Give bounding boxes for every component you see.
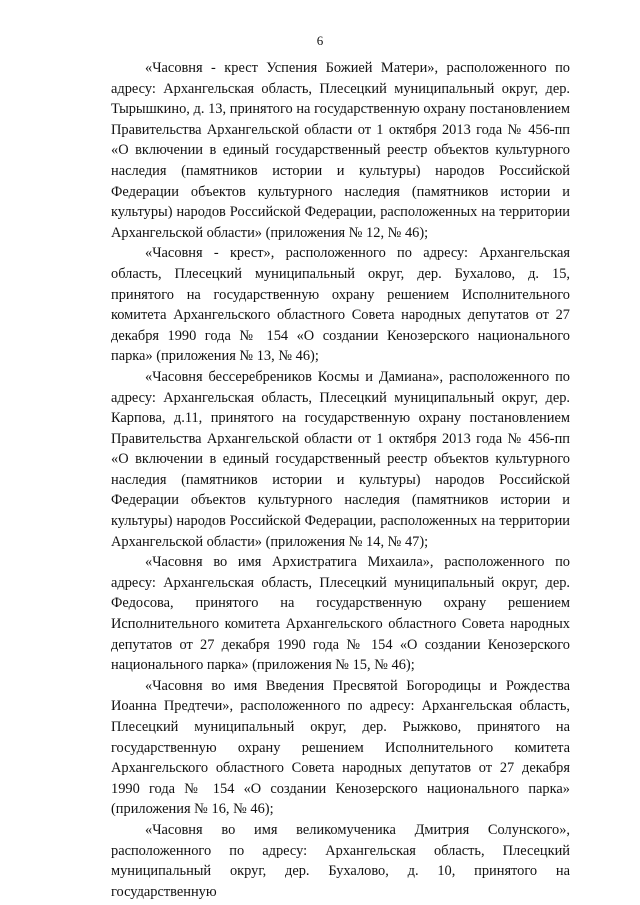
page-number: 6 [316,33,324,48]
paragraph-chapel-cosmas-damian: «Часовня бессеребреников Космы и Дамиана», расположенного по адресу: Архангельская область, Плесецкий муниципальный округ, дер. Карпова, д.11, принятого на государственную охрану постановлением Правительства Архангельской области от 1 октября 2013 года № 456-пп «О включении в единый государственный реестр объектов культурного наследия (памятников истории и культуры) народов Российской Федерации объектов культурного наследия (памятников истории и культуры) народов Российской Федерации, расположенных на территории Архангельской области» (приложения № 14, № 47); [111,368,570,550]
document-body [111,58,570,902]
paragraph-chapel-cross-bukhalovo: «Часовня - крест», расположенного по адресу: Архангельская область, Плесецкий муниципальный округ, дер. Бухалово, д. 15, принятого на государственную охрану решением Исполнительного комитета Архангельского областного Совета народных депутатов от 27 декабря 1990 года № 154 «О создании Кенозерского национального парка» (приложения № 13, № 46); [111,245,570,365]
paragraph-chapel-presentation-nativity-john: «Часовня во имя Введения Пресвятой Богородицы и Рождества Иоанна Предтечи», расположенного по адресу: Архангельская область, Плесецкий муниципальный округ, дер. Рыжково, принятого на государственную охрану решением Исполнительного комитета Архангельского областного Совета народных депутатов от 27 декабря 1990 года № 154 «О создании Кенозерского национального парка» (приложения № 16, № 46); [111,677,570,818]
paragraph-chapel-archangel-michael: «Часовня во имя Архистратига Михаила», расположенного по адресу: Архангельская область, Плесецкий муниципальный округ, дер. Федосова, принятого на государственную охрану решением Исполнительного комитета Архангельского областного Совета народных депутатов от 27 декабря 1990 года № 154 «О создании Кенозерского национального парка» (приложения № 15, № 46); [111,554,570,674]
paragraph-chapel-dormition-cross: «Часовня - крест Успения Божией Матери», расположенного по адресу: Архангельская область, Плесецкий муниципальный округ, дер. Тырышкино, д. 13, принятого на государственную охрану постановлением Правительства Архангельской области от 1 октября 2013 года № 456-пп «О включении в единый государственный реестр объектов культурного наследия (памятников истории и культуры) народов Российской Федерации объектов культурного наследия (памятников истории и культуры) народов Российской Федерации, расположенных на территории Архангельской области» (приложения № 12, № 46); [111,60,570,241]
paragraph-chapel-demetrius-thessaloniki: «Часовня во имя великомученика Дмитрия Солунского», расположенного по адресу: Архангельская область, Плесецкий муниципальный округ, дер. Бухалово, д. 10, принятого на государственную [111,821,570,900]
